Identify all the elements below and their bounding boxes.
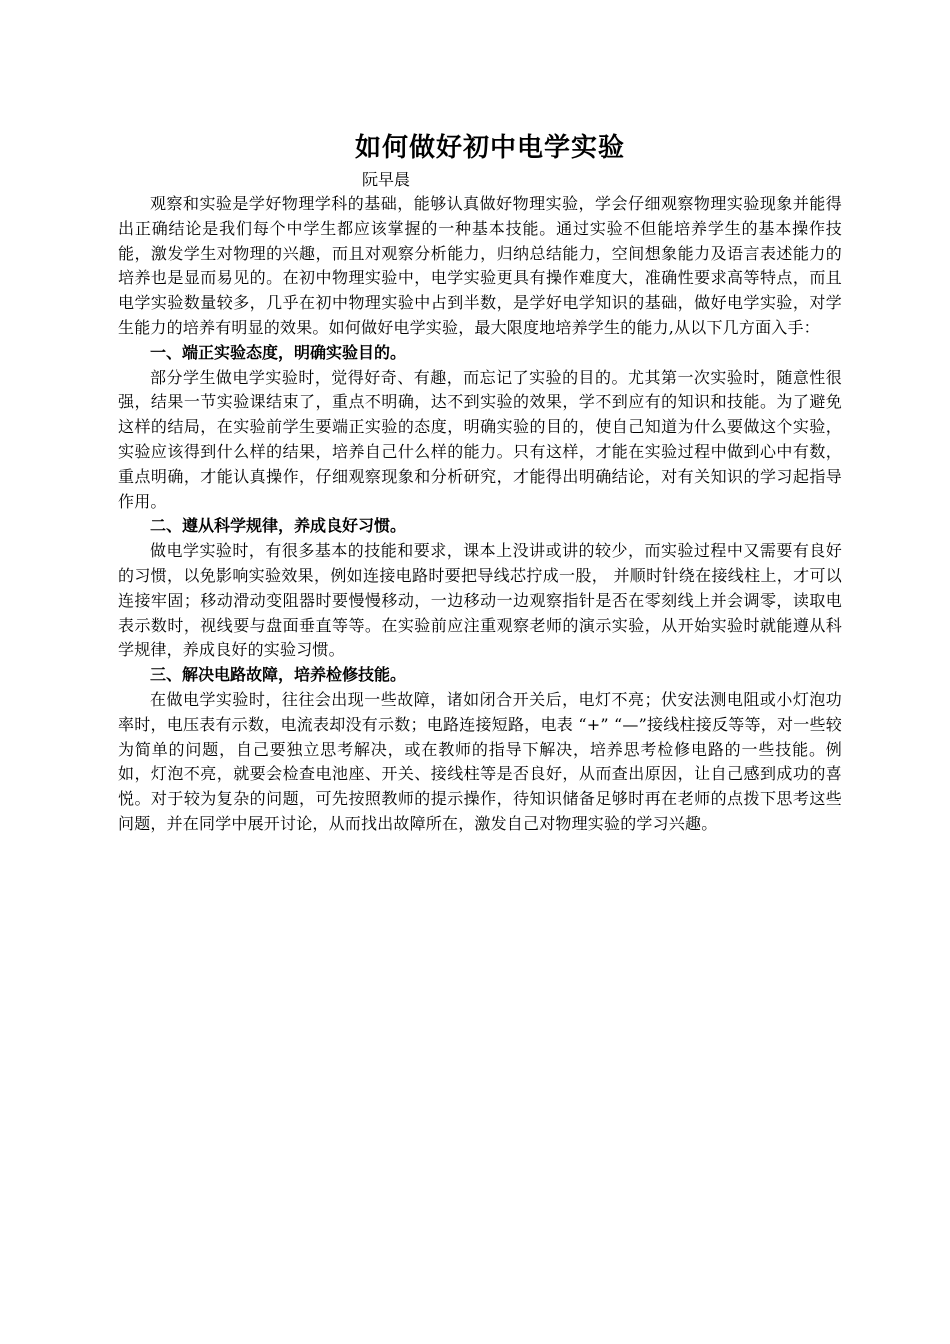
section-body-3: 在做电学实验时，往往会出现一些故障，诸如闭合开关后，电灯不亮；伏安法测电阻或小灯泡功率时，电压表有示数，电流表却没有示数；电路连接短路，电表 “+” “—”接线柱接反等等，对一些较为简单的问题，自己要独立思考解决，或在教师的指导下解决，培养思考检修电路的一些技能。例如，灯泡不亮，就要会检查电池座、开关、接线柱等是否良好，从而查出原因，让自己感到成功的喜悦。对于较为复杂的问题，可先按照教师的提示操作，待知识储备足够时再在老师的点拨下思考这些问题，并在同学中展开讨论，从而找出故障所在，激发自己对物理实验的学习兴趣。 [118, 689, 842, 833]
section-body-1: 部分学生做电学实验时，觉得好奇、有趣，而忘记了实验的目的。尤其第一次实验时，随意性很强，结果一节实验课结束了，重点不明确，达不到实验的效果，学不到应有的知识和技能。为了避免这样的结局，在实验前学生要端正实验的态度，明确实验的目的，使自己知道为什么要做这个实验，实验应该得到什么样的结果，培养自己什么样的能力。只有这样，才能在实验过程中做到心中有数，重点明确，才能认真操作，仔细观察现象和分析研究，才能得出明确结论，对有关知识的学习起指导作用。 [118, 367, 842, 511]
section-body-2: 做电学实验时，有很多基本的技能和要求，课本上没讲或讲的较少，而实验过程中又需要有良好的习惯，以免影响实验效果，例如连接电路时要把导线芯拧成一股， 并顺时针绕在接线柱上，才可以连接牢固；移动滑动变阻器时要慢慢移动，一边移动一边观察指针是否在零刻线上并会调零，读取电表示数时，视线要与盘面垂直等等。在实验前应注重观察老师的演示实验，从开始实验时就能遵从科学规律，养成良好的实验习惯。 [118, 541, 842, 660]
intro-paragraph: 观察和实验是学好物理学科的基础，能够认真做好物理实验，学会仔细观察物理实验现象并能得出正确结论是我们每个中学生都应该掌握的一种基本技能。通过实验不但能培养学生的基本操作技能，激发学生对物理的兴趣，而且对观察分析能力，归纳总结能力，空间想象能力及语言表述能力的培养也是显而易见的。在初中物理实验中，电学实验更具有操作难度大，准确性要求高等特点，而且电学实验数量较多，几乎在初中物理实验中占到半数，是学好电学知识的基础，做好电学实验，对学生能力的培养有明显的效果。如何做好电学实验，最大限度地培养学生的能力,从以下几方面入手： [118, 194, 842, 337]
document-author: 阮早晨 [362, 170, 411, 189]
document-title: 如何做好初中电学实验 [354, 133, 625, 163]
section-heading-3: 三、解决电路故障，培养检修技能。 [150, 665, 407, 685]
section-heading-2: 二、遵从科学规律，养成良好习惯。 [150, 516, 407, 536]
section-heading-1: 一、端正实验态度，明确实验目的。 [150, 342, 407, 362]
document-body [118, 128, 842, 837]
